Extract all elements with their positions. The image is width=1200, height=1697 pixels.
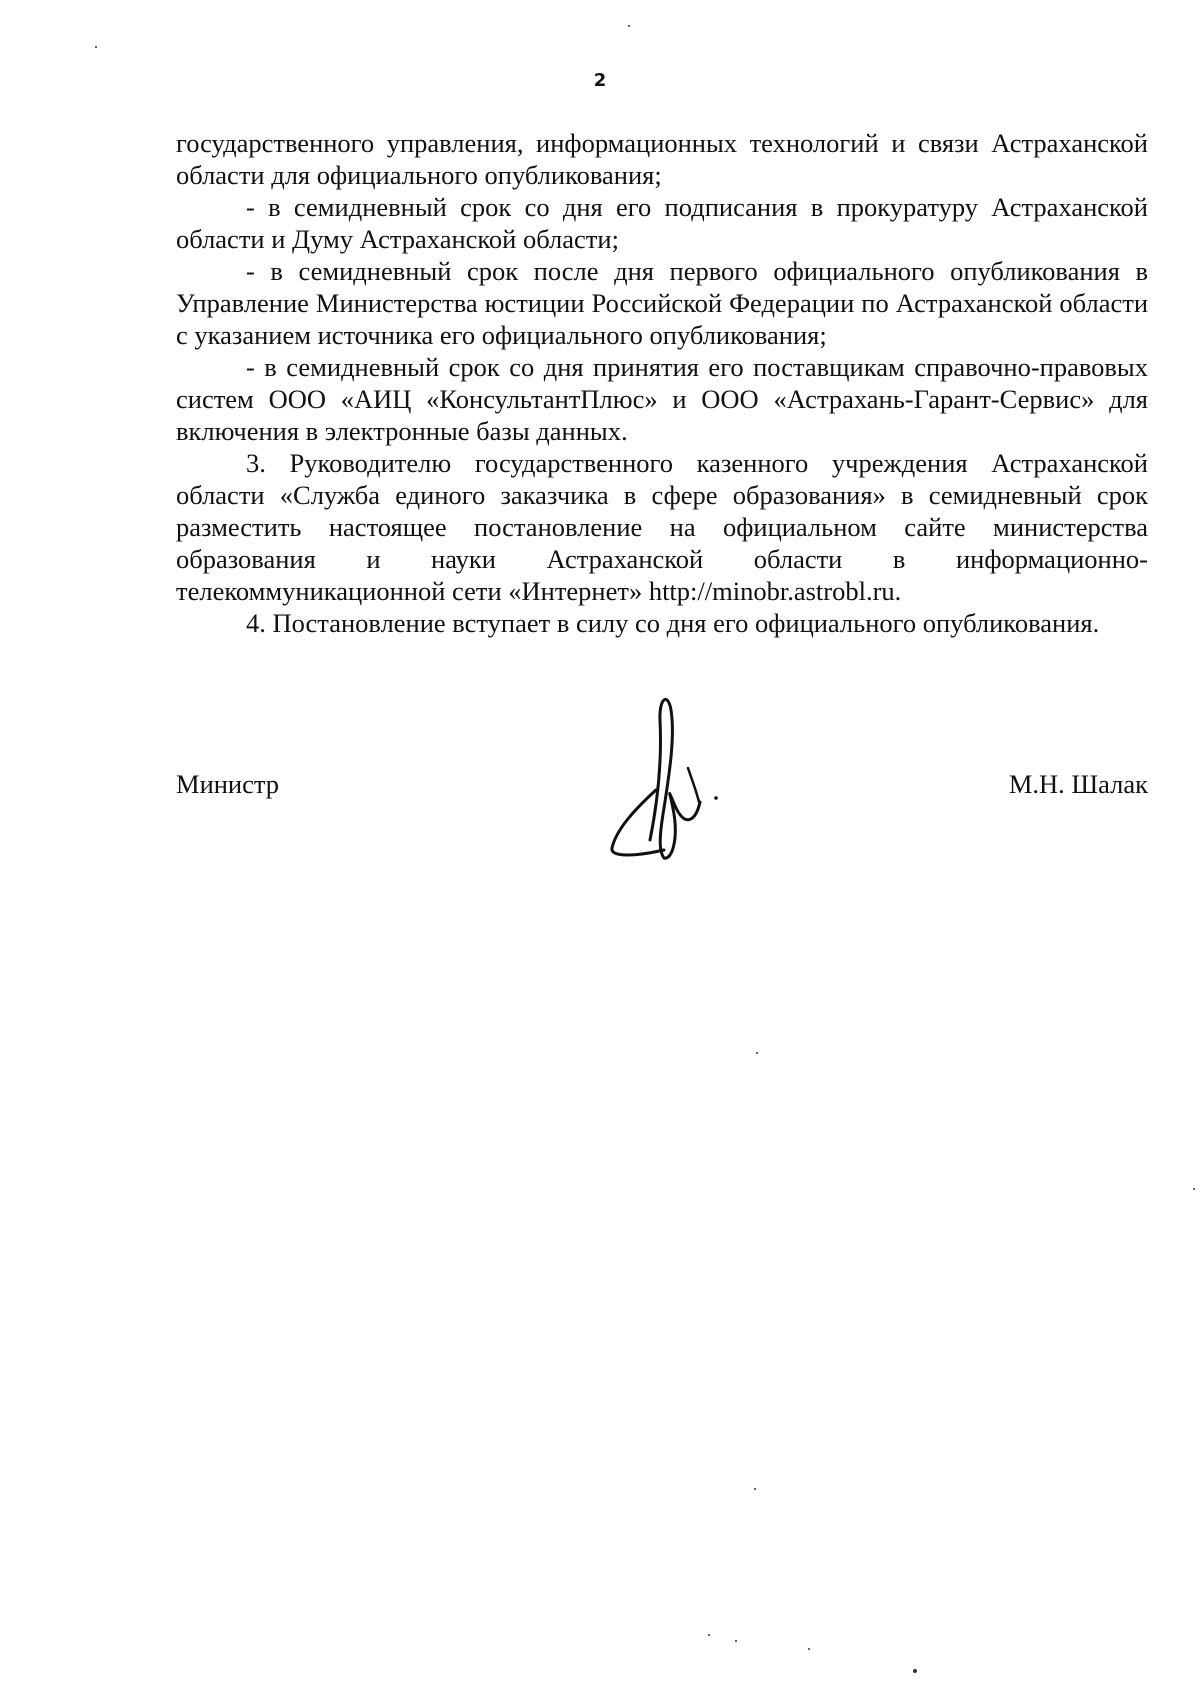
scan-speck <box>708 1634 710 1636</box>
scan-speck <box>628 25 630 27</box>
scan-speck <box>1193 1188 1195 1190</box>
paragraph-5: 3. Руководителю государственного казенного учреждения Астраханской области «Служба единого заказчика в сфере образования» в семидневный срок разместить настоящее постановление на официальном сайте министерства образования и науки Астраханской области в информационно-телекоммуникационной сети «Интернет» http://minobr.astrobl.ru. <box>176 448 1148 606</box>
scan-speck <box>735 1640 737 1642</box>
scan-speck <box>756 1052 758 1054</box>
signatory-title: Министр <box>176 769 280 799</box>
paragraph-1: государственного управления, информационных технологий и связи Астраханской области для официального опубликования; <box>176 128 1148 190</box>
paragraph-2: - в семидневный срок со дня его подписания в прокуратуру Астраханской области и Думу Астраханской области; <box>176 192 1148 254</box>
paragraph-4: - в семидневный срок со дня принятия его поставщикам справочно-правовых систем ООО «АИЦ «КонсультантПлюс» и ООО «Астрахань-Гарант-Сервис» для включения в электронные базы данных. <box>176 352 1148 446</box>
page-number: 2 <box>593 70 607 91</box>
scan-speck <box>913 1669 917 1673</box>
paragraph-3: - в семидневный срок после дня первого официального опубликования в Управление Министерства юстиции Российской Федерации по Астраханской области с указанием источника его официального опубликования; <box>176 256 1148 350</box>
scan-speck <box>95 46 97 48</box>
handwritten-signature <box>598 690 728 862</box>
scan-speck <box>808 1648 810 1650</box>
signatory-name: М.Н. Шалак <box>1008 769 1148 799</box>
scan-speck <box>754 1488 756 1490</box>
document-body <box>176 127 1148 639</box>
paragraph-6: 4. Постановление вступает в силу со дня его официального опубликования. <box>246 608 1100 638</box>
